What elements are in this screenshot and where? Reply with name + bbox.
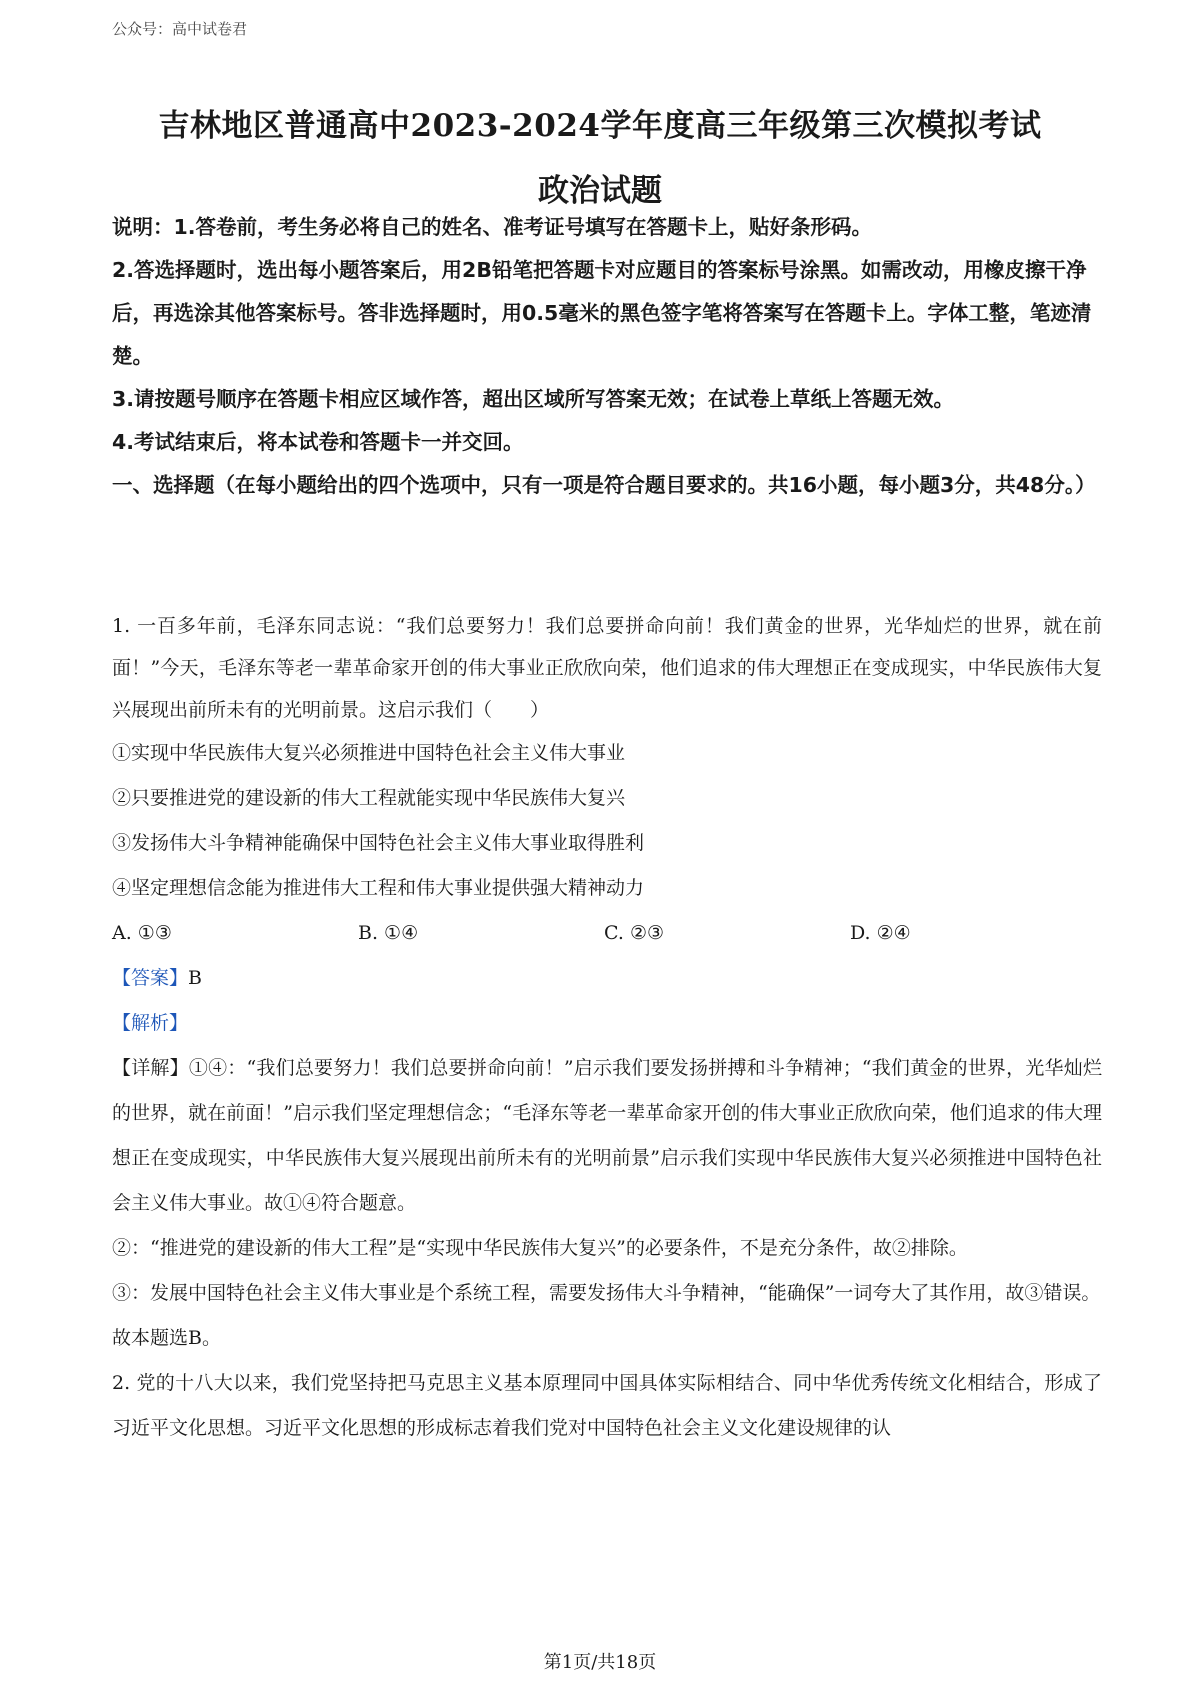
instruction-4: 4.考试结束后，将本试卷和答题卡一并交回。 xyxy=(112,430,524,454)
instructions xyxy=(112,206,1102,507)
q1-exclude-3: ③：发展中国特色社会主义伟大事业是个系统工程，需要发扬伟大斗争精神，“能确保”一词夸大了其作用，故③错误。 xyxy=(112,1282,1101,1304)
header-note: 公众号：高中试卷君 xyxy=(112,20,248,38)
q1-option-d: D. ②④ xyxy=(850,922,911,944)
q1-stem: 1. 一百多年前，毛泽东同志说：“我们总要努力！我们总要拼命向前！我们黄金的世界，光华灿烂的世界，就在前面！”今天，毛泽东等老一辈革命家开创的伟大事业正欣欣向荣，他们追求的伟大理想正在变成现实，中华民族伟大复兴展现出前所未有的光明前景。这启示我们（ ） xyxy=(112,615,1102,721)
q1-detail xyxy=(112,1046,1102,1226)
q1-statement-3: ③发扬伟大斗争精神能确保中国特色社会主义伟大事业取得胜利 xyxy=(112,832,645,854)
q1-option-c: C. ②③ xyxy=(604,922,665,944)
instruction-2: 2.答选择题时，选出每小题答案后，用2B铅笔把答题卡对应题目的答案标号涂黑。如需改动，用橡皮擦干净后，再选涂其他答案标号。答非选择题时，用0.5毫米的黑色签字笔将答案写在答题卡上。字体工整，笔迹清楚。 xyxy=(112,258,1092,368)
detail-text: ①④：“我们总要努力！我们总要拼命向前！”启示我们要发扬拼搏和斗争精神；“我们黄金的世界，光华灿烂的世界，就在前面！”启示我们坚定理想信念；“毛泽东等老一辈革命家开创的伟大事业正欣欣向荣，他们追求的伟大理想正在变成现实，中华民族伟大复兴展现出前所未有的光明前景”启示我们实现中华民族伟大复兴必须推进中国特色社会主义伟大事业。故①④符合题意。 xyxy=(112,1057,1102,1214)
exam-title: 吉林地区普通高中2023-2024学年度高三年级第三次模拟考试 xyxy=(158,108,1042,144)
answer-tag: 【答案】 xyxy=(112,967,189,989)
detail-tag: 【详解】 xyxy=(112,1057,189,1079)
answer-value: B xyxy=(188,967,202,989)
q1-answer xyxy=(112,956,1102,1001)
analysis-tag: 【解析】 xyxy=(112,1012,189,1034)
q1-conclusion: 故本题选B。 xyxy=(112,1327,221,1349)
q1-statement-2: ②只要推进党的建设新的伟大工程就能实现中华民族伟大复兴 xyxy=(112,787,626,809)
q1-statement-1: ①实现中华民族伟大复兴必须推进中国特色社会主义伟大事业 xyxy=(112,742,626,764)
instruction-3: 3.请按题号顺序在答题卡相应区域作答，超出区域所写答案无效；在试卷上草纸上答题无效。 xyxy=(112,387,955,411)
question-body xyxy=(112,605,1102,1451)
q2-stem: 2. 党的十八大以来，我们党坚持把马克思主义基本原理同中国具体实际相结合、同中华优秀传统文化相结合，形成了习近平文化思想。习近平文化思想的形成标志着我们党对中国特色社会主义文化建设规律的认 xyxy=(112,1372,1102,1439)
q1-analysis xyxy=(112,1001,1102,1046)
page-number: 第1页/共18页 xyxy=(543,1652,657,1673)
subject-title: 政治试题 xyxy=(538,173,662,209)
section-heading: 一、选择题（在每小题给出的四个选项中，只有一项是符合题目要求的。共16小题，每小题3分，共48分。） xyxy=(112,473,1096,497)
q1-option-a: A. ①③ xyxy=(112,922,172,944)
q1-option-b: B. ①④ xyxy=(358,922,419,944)
instruction-1: 说明：1.答卷前，考生务必将自己的姓名、准考证号填写在答题卡上，贴好条形码。 xyxy=(112,215,873,239)
q1-statement-4: ④坚定理想信念能为推进伟大工程和伟大事业提供强大精神动力 xyxy=(112,877,645,899)
q1-exclude-2: ②：“推进党的建设新的伟大工程”是“实现中华民族伟大复兴”的必要条件，不是充分条件，故②排除。 xyxy=(112,1237,968,1259)
q1-options xyxy=(112,911,1102,956)
